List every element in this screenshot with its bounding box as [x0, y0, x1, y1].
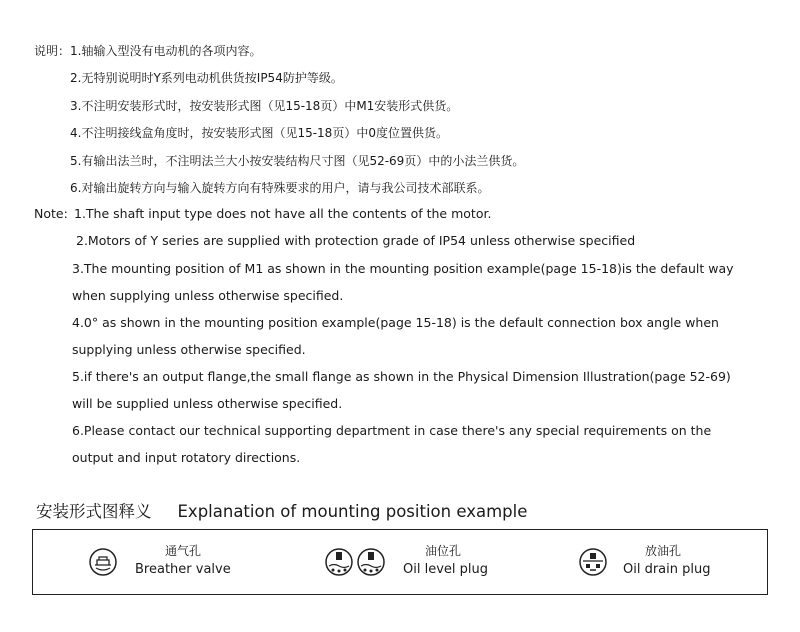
note-cn-5: 5.有输出法兰时，不注明法兰大小按安装结构尺寸图（见52-69页）中的小法兰供货。 — [70, 154, 525, 168]
note-en-line-2: 2.Motors of Y series are supplied with protection grade of IP54 unless otherwise specified — [76, 233, 636, 248]
note-en-line-7: 5.if there's an output flange,the small flange as shown in the Physical Dimension Illustration(page 52-69) — [72, 369, 731, 384]
section-title-cn: 安装形式图释义 — [36, 502, 152, 521]
note-en-line-6: supplying unless otherwise specified. — [72, 342, 306, 357]
notes-cn-prefix: 说明： — [34, 44, 71, 58]
oil-level-plug-icon — [323, 546, 389, 582]
legend-label-cn: 放油孔 — [645, 544, 682, 558]
note-cn-6: 6.对输出旋转方向与输入旋转方向有特殊要求的用户，请与我公司技术部联系。 — [70, 181, 490, 195]
note-en-line-10: output and input rotatory directions. — [72, 450, 301, 465]
notes-en-prefix: Note: — [34, 206, 68, 221]
legend-label-en: Oil drain plug — [623, 562, 711, 577]
legend-label-cn: 通气孔 — [165, 544, 202, 558]
note-cn-2: 2.无特别说明时Y系列电动机供货按IP54防护等级。 — [70, 71, 343, 85]
section-title-en: Explanation of mounting position example — [177, 502, 528, 521]
oil-drain-plug-icon — [577, 546, 609, 582]
legend-label-en: Breather valve — [135, 562, 231, 577]
section-title — [36, 498, 527, 522]
note-en-line-4: when supplying unless otherwise specified. — [72, 288, 344, 303]
note-en-line-1: 1.The shaft input type does not have all the contents of the motor. — [74, 206, 492, 221]
note-en-line-9: 6.Please contact our technical supporting department in case there's any special requirements on the — [72, 423, 712, 438]
legend-label-en: Oil level plug — [403, 562, 488, 577]
note-cn-3: 3.不注明安装形式时，按安装形式图（见15-18页）中M1安装形式供货。 — [70, 99, 459, 113]
note-cn-1: 1.轴输入型没有电动机的各项内容。 — [70, 44, 262, 58]
legend-box — [32, 529, 768, 595]
note-en-line-8: will be supplied unless otherwise specified. — [72, 396, 343, 411]
legend-label-cn: 油位孔 — [425, 544, 462, 558]
note-en-line-5: 4.0° as shown in the mounting position example(page 15-18) is the default connection box angle when — [72, 315, 719, 330]
note-cn-4: 4.不注明接线盒角度时，按安装形式图（见15-18页）中0度位置供货。 — [70, 126, 448, 140]
breather-valve-icon — [87, 546, 119, 582]
note-en-line-3: 3.The mounting position of M1 as shown in the mounting position example(page 15-18)is the default way — [72, 261, 734, 276]
